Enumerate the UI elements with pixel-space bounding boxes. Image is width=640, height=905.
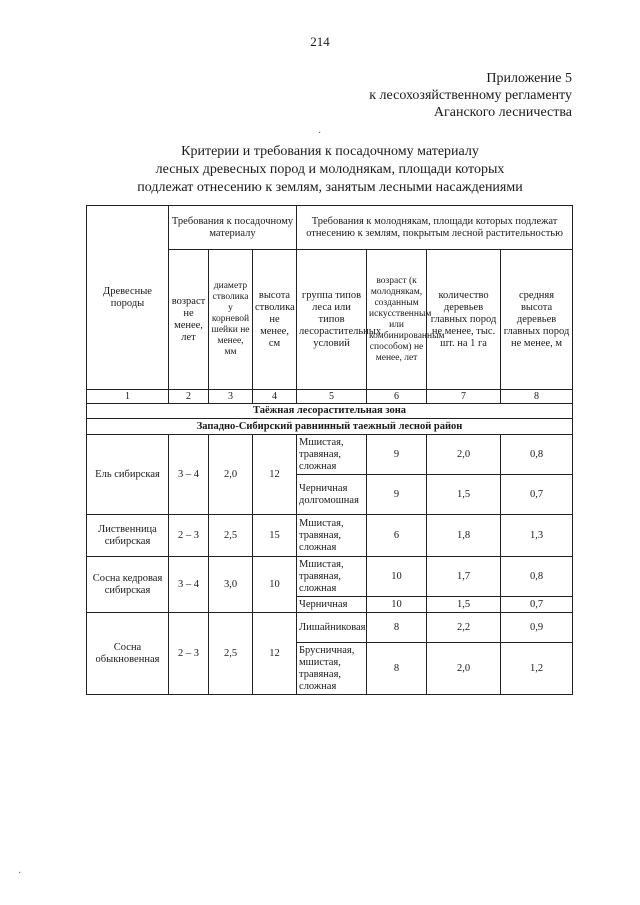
header-forest-type: группа типов леса или типов лесорастительных условий: [297, 250, 367, 390]
forest-type: Мшистая, травяная, сложная: [297, 557, 367, 597]
table-row: [87, 515, 573, 557]
header-trees-count: количество деревьев главных пород не менее, тыс. шт. на 1 га: [427, 250, 501, 390]
avg-height: 0,7: [501, 597, 573, 613]
zone-label: Таёжная лесорастительная зона: [87, 404, 573, 419]
avg-height: 0,8: [501, 435, 573, 475]
header-young-age: возраст (к молоднякам, созданным искусственным или комбинированным способом) не менее, лет: [367, 250, 427, 390]
young-age: 10: [367, 557, 427, 597]
avg-height: 0,9: [501, 613, 573, 643]
column-number: 3: [209, 390, 253, 404]
species-name: Лиственница сибирская: [87, 515, 169, 557]
table-row: [87, 435, 573, 475]
header-young-stands: Требования к молоднякам, площади которых подлежат отнесению к землям, покрытым лесной растительностью: [297, 206, 573, 250]
region-label: Западно-Сибирский равнинный таежный лесной район: [87, 419, 573, 435]
forest-type: Брусничная, мшистая, травяная, сложная: [297, 643, 367, 695]
column-number: 2: [169, 390, 209, 404]
criteria-table: [86, 205, 573, 695]
seedling-age: 3 – 4: [169, 557, 209, 613]
avg-height: 1,2: [501, 643, 573, 695]
appendix-header: [369, 70, 572, 121]
header-diameter: диаметр стволика у корневой шейки не менее, мм: [209, 250, 253, 390]
young-age: 10: [367, 597, 427, 613]
avg-height: 0,8: [501, 557, 573, 597]
trees-count: 2,2: [427, 613, 501, 643]
appendix-line-3: Аганского лесничества: [433, 105, 572, 120]
title-line-2: лесных древесных пород и молоднякам, площади которых: [155, 162, 505, 177]
column-number: 1: [87, 390, 169, 404]
scan-speck: ·: [18, 868, 22, 879]
trees-count: 1,5: [427, 475, 501, 515]
region-row: [87, 419, 573, 435]
scan-speck: ·: [318, 128, 322, 139]
document-title: [90, 143, 570, 197]
table-row: [87, 557, 573, 597]
trees-count: 1,5: [427, 597, 501, 613]
young-age: 9: [367, 435, 427, 475]
forest-type: Мшистая, травяная, сложная: [297, 435, 367, 475]
species-name: Сосна кедровая сибирская: [87, 557, 169, 613]
seedling-age: 3 – 4: [169, 435, 209, 515]
header-height: высота стволика не менее, см: [253, 250, 297, 390]
page-number: 214: [310, 34, 330, 49]
seedling-diameter: 2,5: [209, 515, 253, 557]
column-numbers-row: [87, 390, 573, 404]
header-row-1: [87, 206, 573, 250]
forest-type: Черничная: [297, 597, 367, 613]
column-number: 4: [253, 390, 297, 404]
trees-count: 2,0: [427, 435, 501, 475]
column-number: 5: [297, 390, 367, 404]
young-age: 8: [367, 613, 427, 643]
seedling-diameter: 3,0: [209, 557, 253, 613]
table-row: [87, 613, 573, 643]
forest-type: Черничная долгомошная: [297, 475, 367, 515]
avg-height: 0,7: [501, 475, 573, 515]
header-avg-height: средняя высота деревьев главных пород не менее, м: [501, 250, 573, 390]
appendix-line-2: к лесохозяйственному регламенту: [369, 88, 572, 103]
seedling-height: 10: [253, 557, 297, 613]
seedling-height: 12: [253, 613, 297, 695]
forest-type: Лишайниковая: [297, 613, 367, 643]
column-number: 8: [501, 390, 573, 404]
title-line-1: Критерии и требования к посадочному материалу: [181, 144, 479, 159]
header-planting-material: Требования к посадочному материалу: [169, 206, 297, 250]
trees-count: 1,7: [427, 557, 501, 597]
seedling-age: 2 – 3: [169, 515, 209, 557]
trees-count: 1,8: [427, 515, 501, 557]
zone-row: [87, 404, 573, 419]
title-line-3: подлежат отнесению к землям, занятым лесными насаждениями: [137, 180, 523, 195]
seedling-diameter: 2,5: [209, 613, 253, 695]
seedling-height: 12: [253, 435, 297, 515]
column-number: 6: [367, 390, 427, 404]
forest-type: Мшистая, травяная, сложная: [297, 515, 367, 557]
species-name: Сосна обыкновенная: [87, 613, 169, 695]
species-name: Ель сибирская: [87, 435, 169, 515]
trees-count: 2,0: [427, 643, 501, 695]
appendix-line-1: Приложение 5: [486, 71, 572, 86]
young-age: 8: [367, 643, 427, 695]
column-number: 7: [427, 390, 501, 404]
header-species: Древесные породы: [87, 206, 169, 390]
seedling-diameter: 2,0: [209, 435, 253, 515]
header-age: возраст не менее, лет: [169, 250, 209, 390]
seedling-height: 15: [253, 515, 297, 557]
young-age: 6: [367, 515, 427, 557]
avg-height: 1,3: [501, 515, 573, 557]
seedling-age: 2 – 3: [169, 613, 209, 695]
young-age: 9: [367, 475, 427, 515]
